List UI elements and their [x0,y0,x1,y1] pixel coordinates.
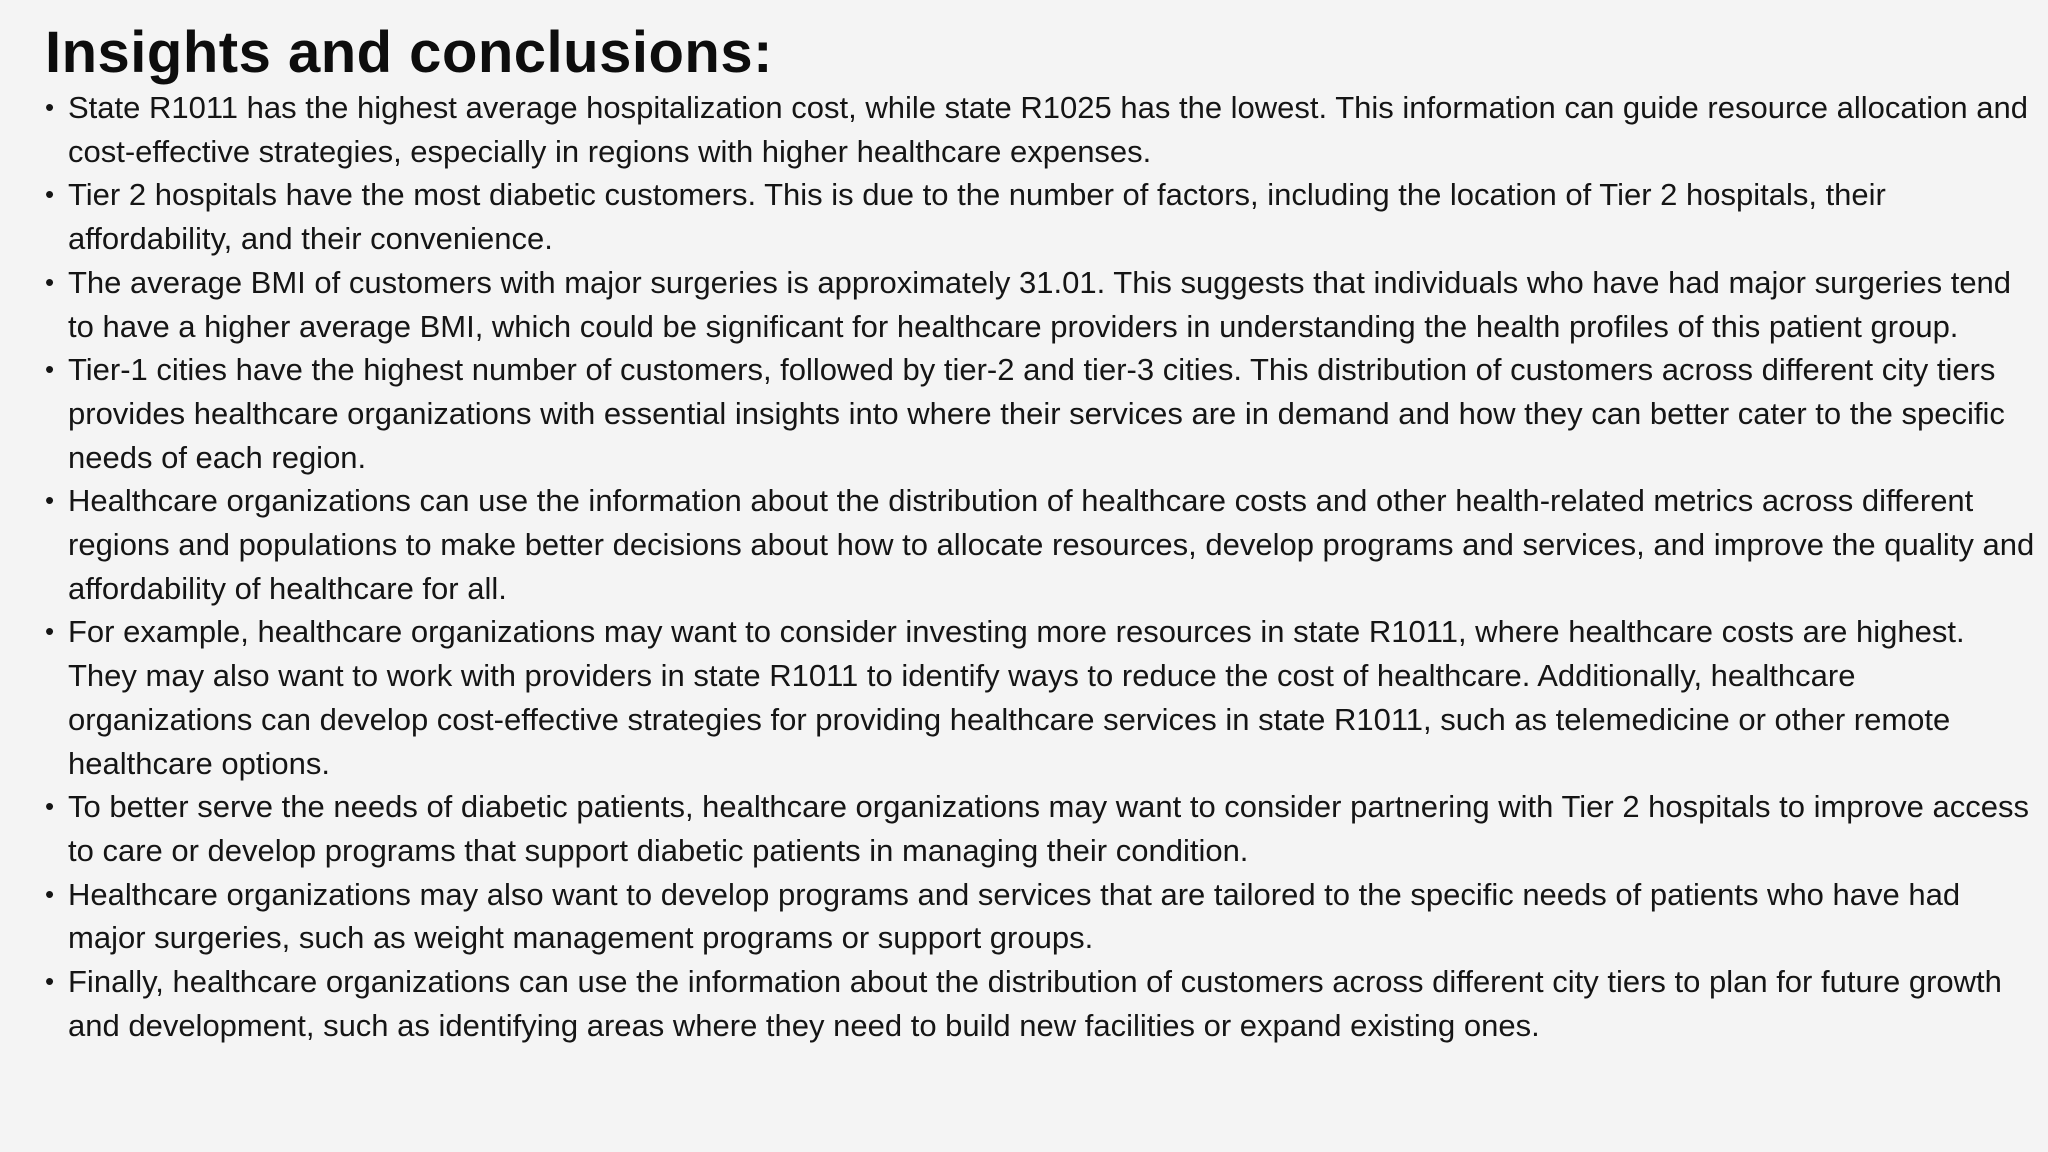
list-item [45,261,2040,348]
list-item-text: Healthcare organizations can use the information about the distribution of healthcare costs and other health-related metrics across different regions and populations to make better decisions about how to allocate resources, develop programs and services, and improve the quality and affordability of healthcare for all. [68,483,2035,606]
list-item [45,479,2040,610]
bullet-icon: • [45,791,55,822]
bullet-icon: • [45,354,55,385]
list-item [45,86,2040,173]
page-title: Insights and conclusions: [45,20,773,85]
list-item-text: Tier-1 cities have the highest number of customers, followed by tier-2 and tier-3 cities. This distribution of customers across different city tiers provides healthcare organizations with essential insights into where their services are in demand and how they can better cater to the specific needs of each region. [68,352,2005,475]
list-item [45,785,2040,872]
list-item [45,173,2040,260]
list-item [45,348,2040,479]
bullet-icon: • [45,616,55,647]
bullet-icon: • [45,179,55,210]
list-item [45,610,2040,785]
slide [45,20,2040,1047]
list-item [45,960,2040,1047]
bullet-list [45,86,2040,1047]
list-item-text: For example, healthcare organizations may want to consider investing more resources in state R1011, where healthcare costs are highest. They may also want to work with providers in state R1011 to identify ways to reduce the cost of healthcare. Additionally, healthcare organizations can develop cost-effective strategies for providing healthcare services in state R1011, such as telemedicine or other remote healthcare options. [68,614,1965,781]
list-item-text: State R1011 has the highest average hospitalization cost, while state R1025 has the lowest. This information can guide resource allocation and cost-effective strategies, especially in regions with higher healthcare expenses. [68,90,2028,169]
list-item-text: To better serve the needs of diabetic patients, healthcare organizations may want to consider partnering with Tier 2 hospitals to improve access to care or develop programs that support diabetic patients in managing their condition. [68,789,2029,868]
list-item-text: The average BMI of customers with major surgeries is approximately 31.01. This suggests that individuals who have had major surgeries tend to have a higher average BMI, which could be significant for healthcare providers in understanding the health profiles of this patient group. [68,264,2012,344]
bullet-icon: • [45,92,55,122]
list-item [45,873,2040,960]
list-item-text: Tier 2 hospitals have the most diabetic customers. This is due to the number of factors, including the location of Tier 2 hospitals, their affordability, and their convenience. [68,177,1886,257]
bullet-icon: • [45,966,55,997]
bullet-icon: • [45,485,55,516]
bullet-icon: • [45,266,55,297]
list-item-text: Healthcare organizations may also want to develop programs and services that are tailored to the specific needs of patients who have had major surgeries, such as weight management programs or support groups. [68,876,1961,956]
list-item-text: Finally, healthcare organizations can use the information about the distribution of customers across different city tiers to plan for future growth and development, such as identifying areas where they need to build new facilities or expand existing ones. [68,964,2002,1043]
bullet-icon: • [45,878,55,909]
